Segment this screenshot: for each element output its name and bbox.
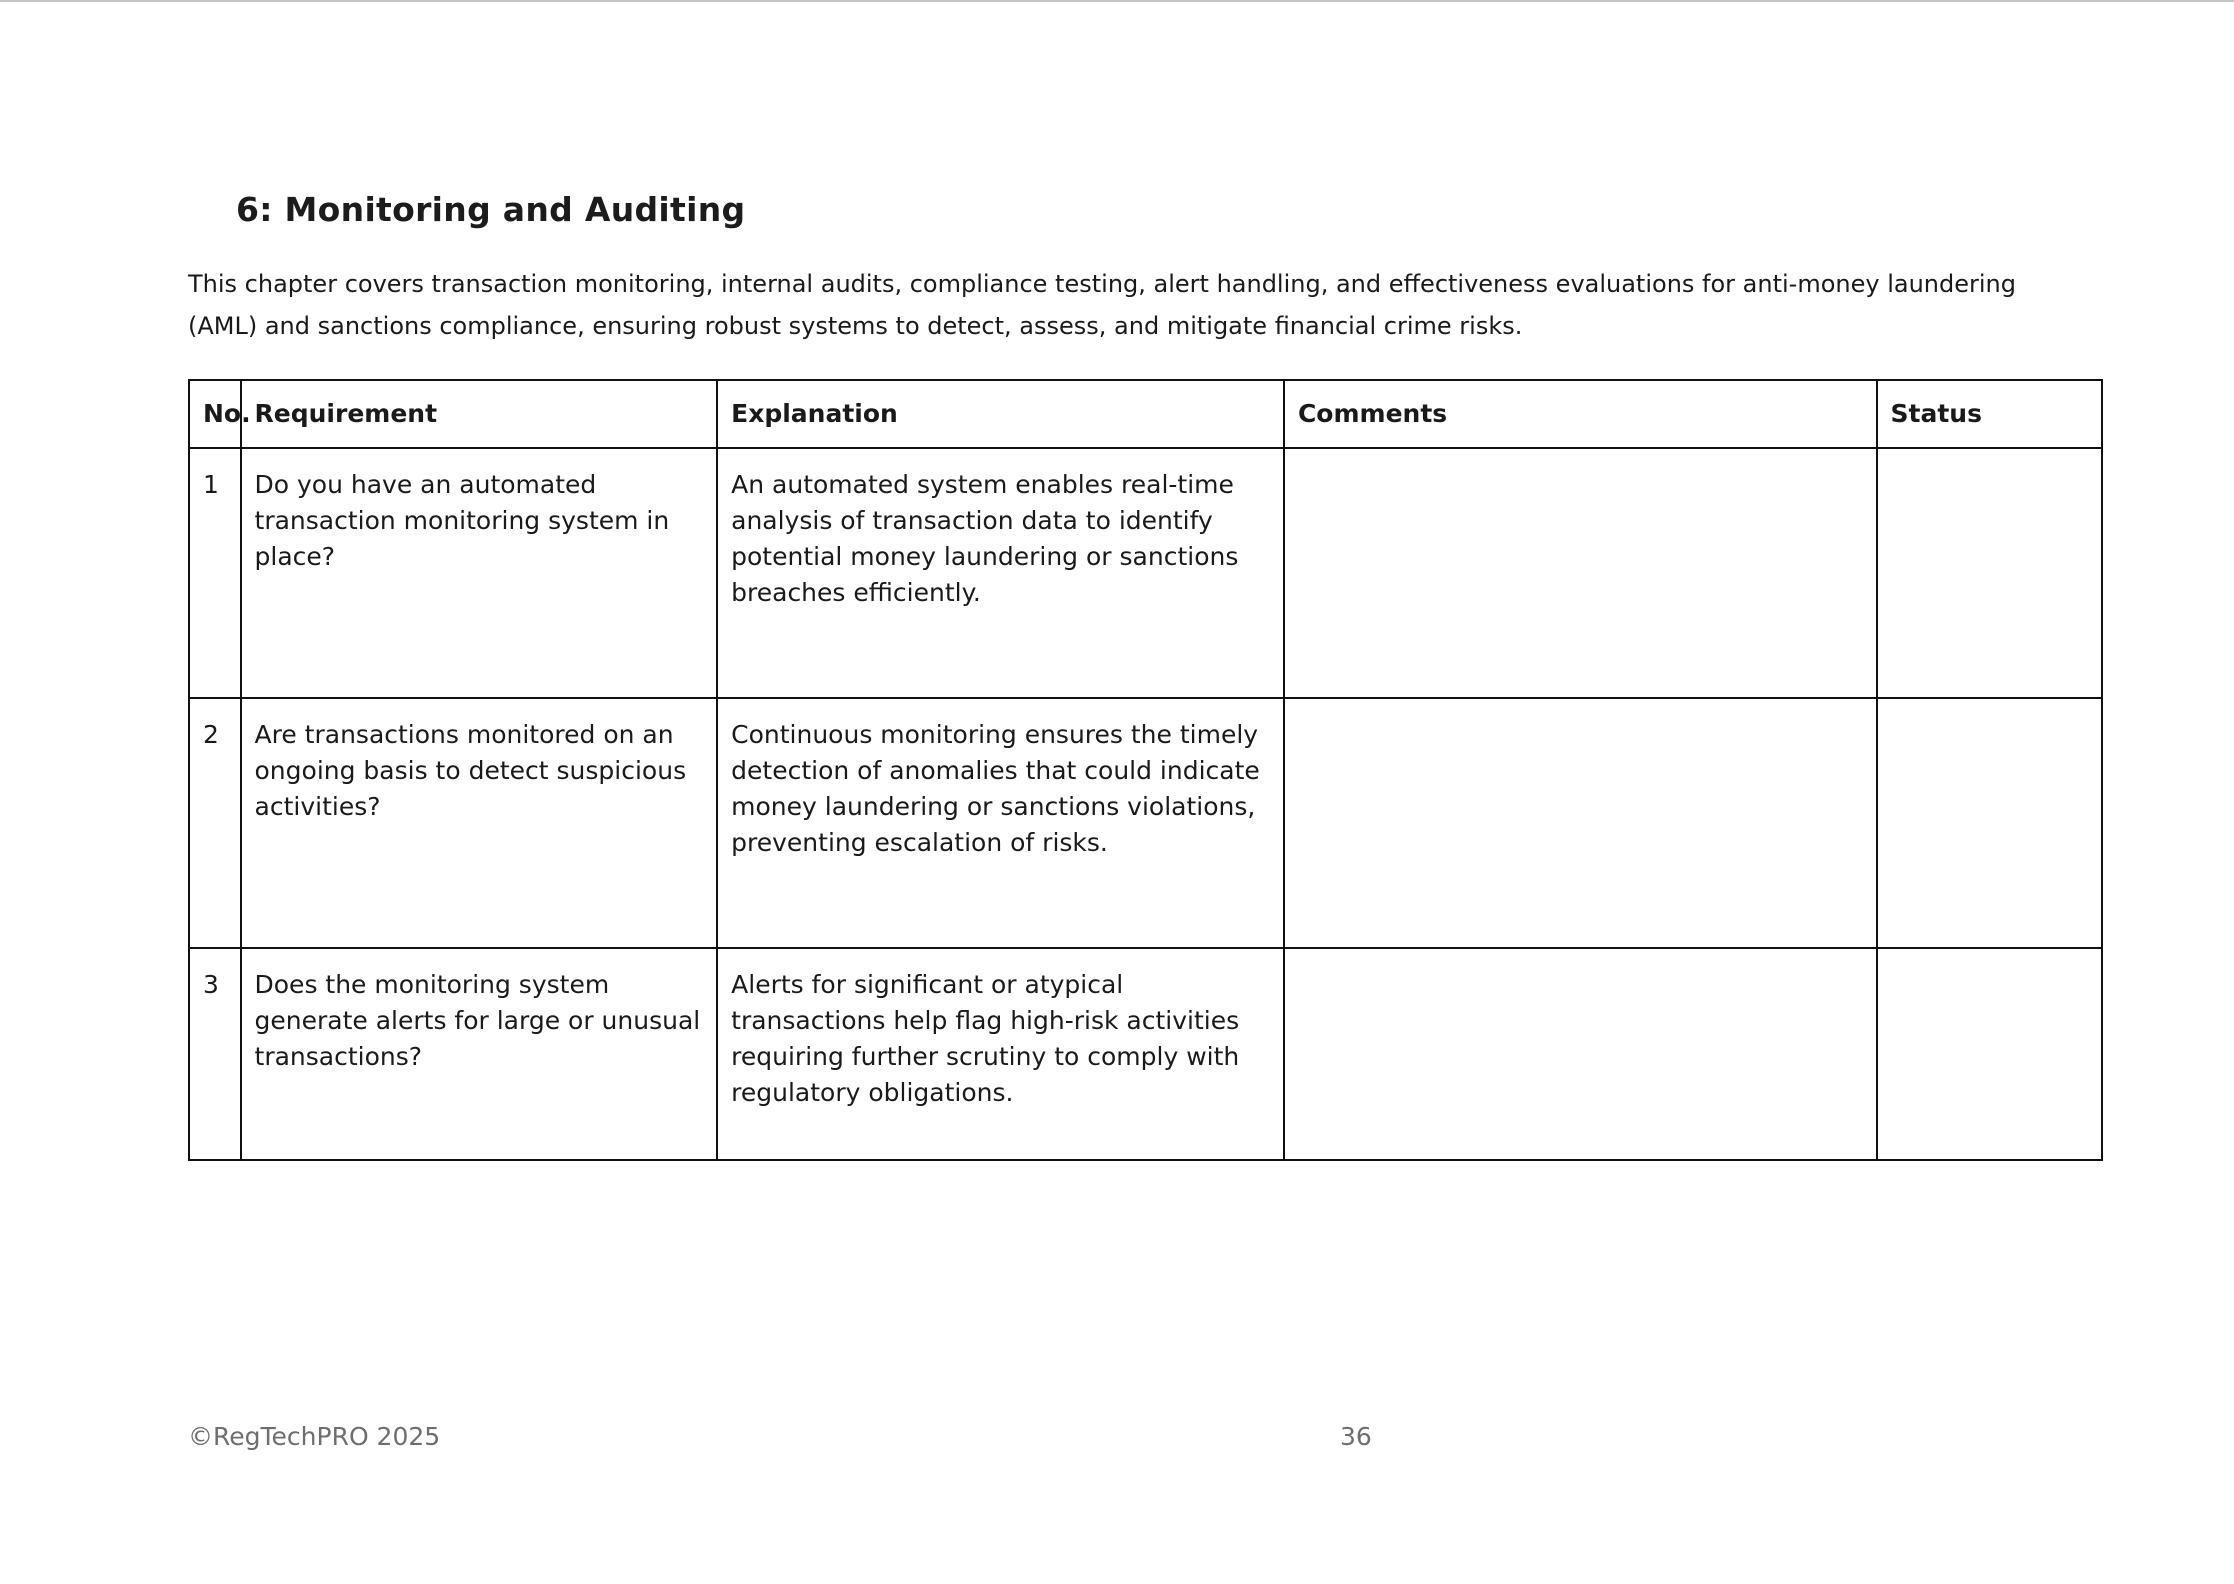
- header-comments: Comments: [1284, 380, 1877, 448]
- cell-no: 3: [189, 948, 241, 1160]
- page-top-divider: [0, 0, 2234, 2]
- cell-explanation: An automated system enables real-time analysis of transaction data to identify potential money laundering or sanctions breaches efficiently.: [717, 448, 1284, 698]
- cell-status[interactable]: [1877, 698, 2102, 948]
- table-row: [189, 448, 2102, 698]
- cell-no: 2: [189, 698, 241, 948]
- table-row: [189, 698, 2102, 948]
- table-row: [189, 948, 2102, 1160]
- cell-explanation: Continuous monitoring ensures the timely detection of anomalies that could indicate money laundering or sanctions violations, preventing escalation of risks.: [717, 698, 1284, 948]
- footer-copyright: ©RegTechPRO 2025: [188, 1422, 441, 1451]
- cell-comments[interactable]: [1284, 698, 1877, 948]
- table-header-row: [189, 380, 2102, 448]
- cell-requirement: Does the monitoring system generate alerts for large or unusual transactions?: [241, 948, 718, 1160]
- header-status: Status: [1877, 380, 2102, 448]
- cell-comments[interactable]: [1284, 448, 1877, 698]
- chapter-title: 6: Monitoring and Auditing: [236, 190, 746, 229]
- requirements-table: [188, 379, 2103, 1161]
- header-requirement: Requirement: [241, 380, 718, 448]
- cell-explanation: Alerts for significant or atypical transactions help flag high-risk activities requiring further scrutiny to comply with regulatory obligations.: [717, 948, 1284, 1160]
- cell-status[interactable]: [1877, 948, 2102, 1160]
- cell-requirement: Do you have an automated transaction monitoring system in place?: [241, 448, 718, 698]
- cell-comments[interactable]: [1284, 948, 1877, 1160]
- cell-status[interactable]: [1877, 448, 2102, 698]
- header-no: No.: [189, 380, 241, 448]
- cell-no: 1: [189, 448, 241, 698]
- header-explanation: Explanation: [717, 380, 1284, 448]
- chapter-intro: This chapter covers transaction monitoring, internal audits, compliance testing, alert handling, and effectiveness evaluations for anti-money laundering (AML) and sanctions compliance, ensuring robust systems to detect, assess, and mitigate financial crime risks.: [188, 270, 2016, 340]
- cell-requirement: Are transactions monitored on an ongoing basis to detect suspicious activities?: [241, 698, 718, 948]
- footer-page-number: 36: [1340, 1422, 1372, 1451]
